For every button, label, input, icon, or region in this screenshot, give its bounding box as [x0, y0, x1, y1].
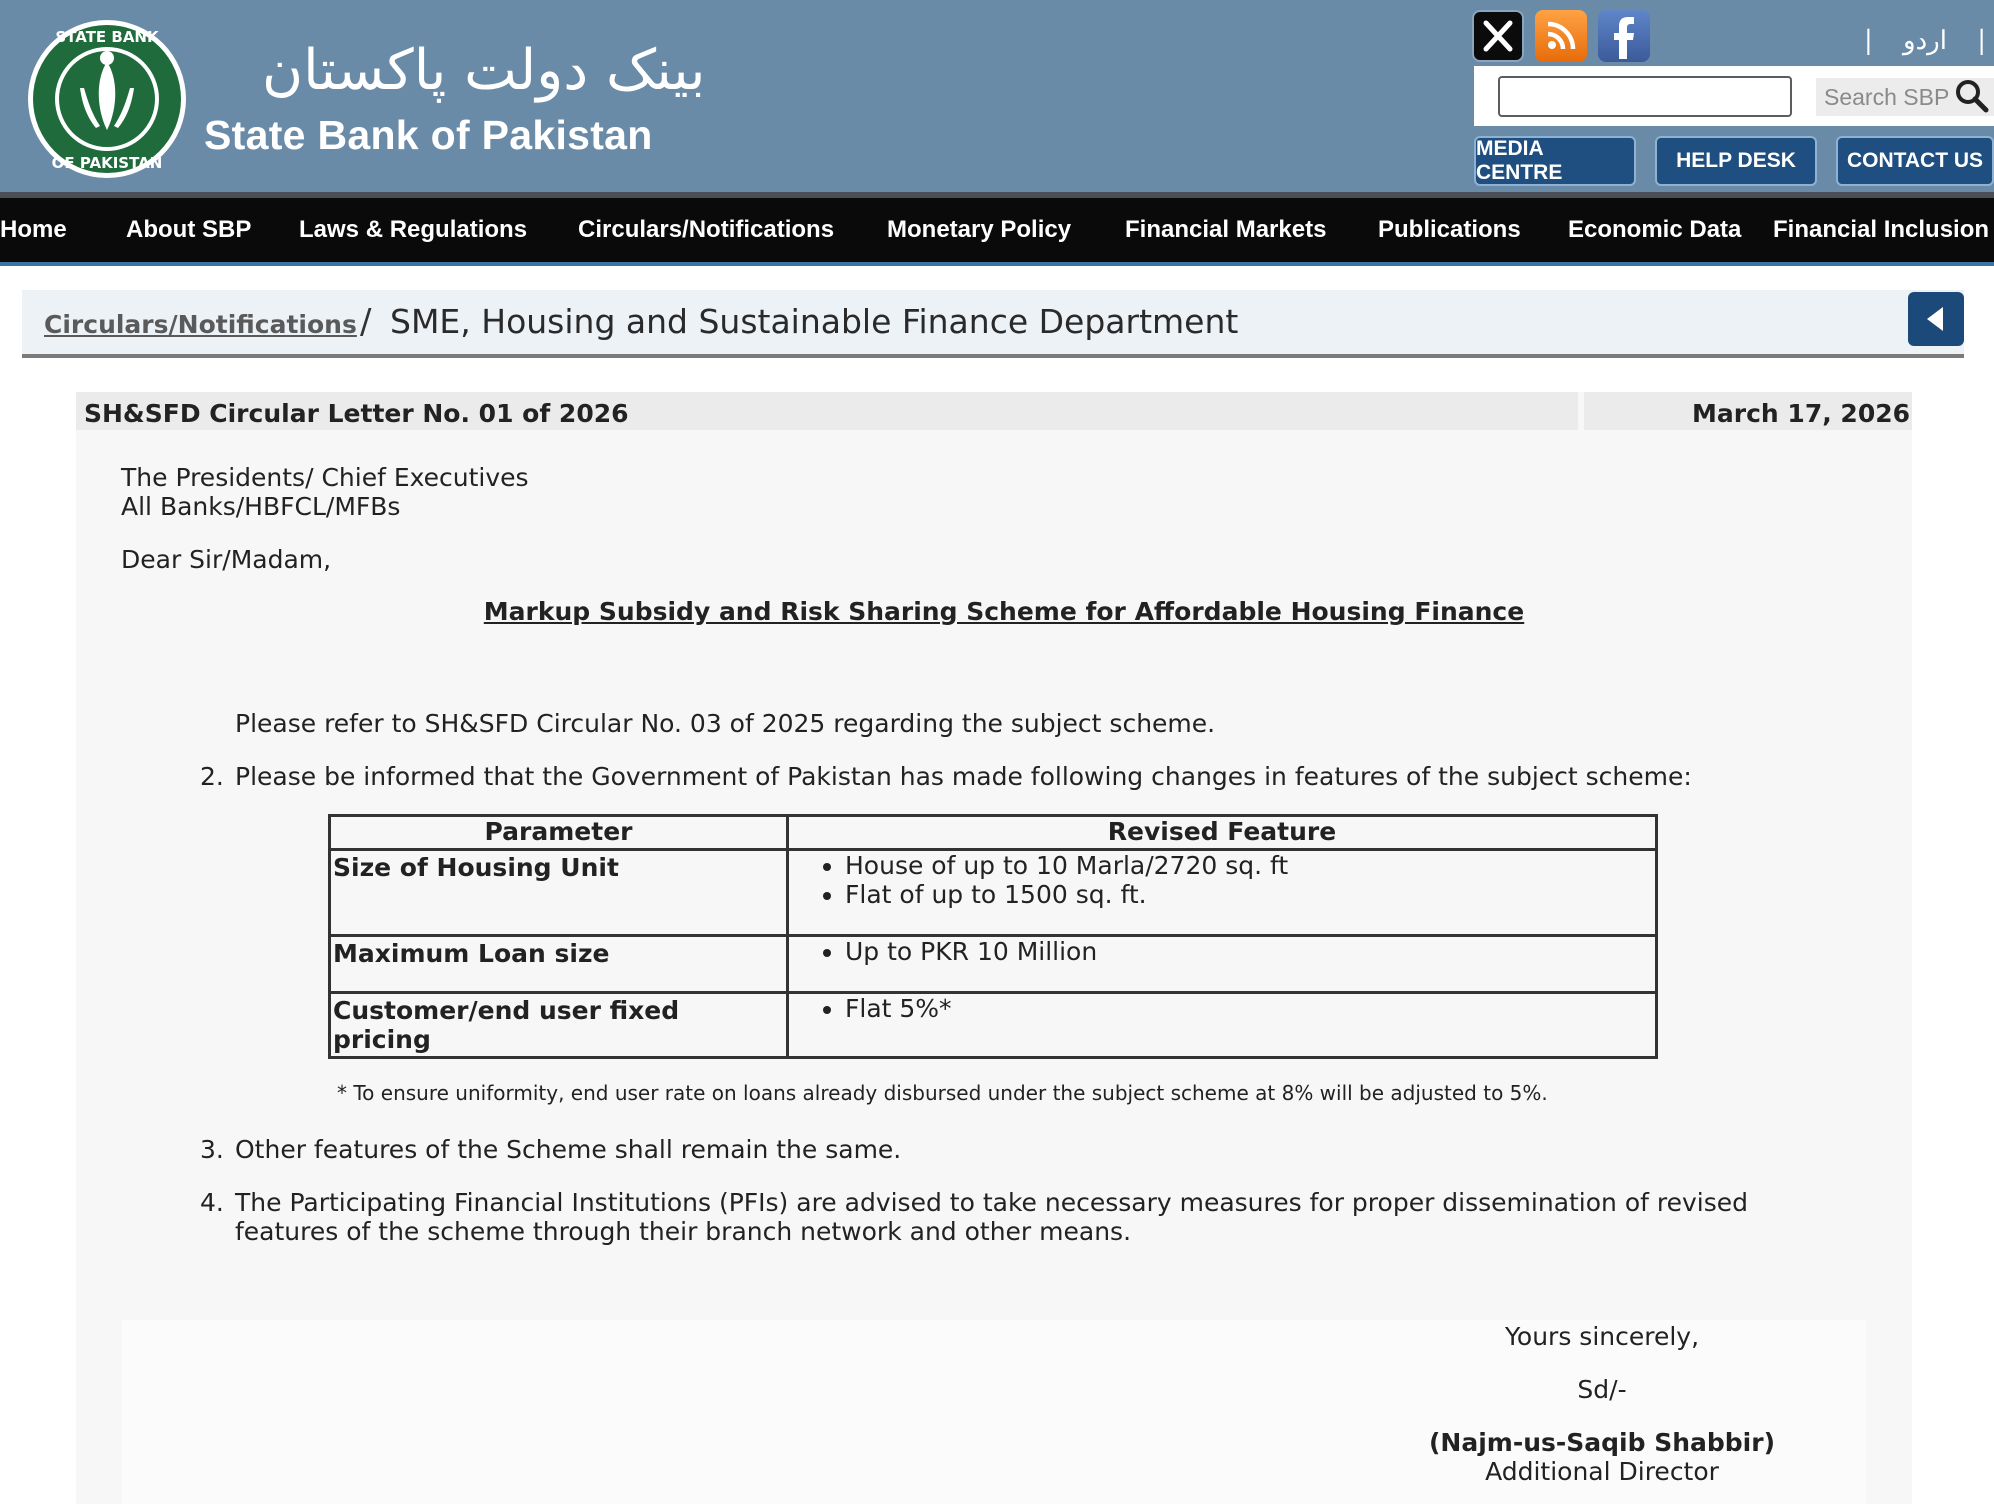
- list-item: • Flat of up to 1500 sq. ft.: [845, 880, 1655, 909]
- back-button[interactable]: [1908, 292, 1964, 346]
- list-item: • House of up to 10 Marla/2720 sq. ft: [845, 851, 1655, 880]
- list-item: • Up to PKR 10 Million: [845, 937, 1655, 966]
- paragraph-4-number: 4.: [200, 1188, 224, 1217]
- urdu-language-link[interactable]: اردو: [1903, 26, 1947, 56]
- table-row: [330, 993, 1657, 1058]
- nav-publications[interactable]: Publications: [1378, 216, 1521, 243]
- breadcrumb: [22, 290, 1964, 358]
- rss-icon[interactable]: [1535, 10, 1587, 62]
- x-icon[interactable]: [1472, 10, 1524, 62]
- addressee-line-1: The Presidents/ Chief Executives: [121, 463, 529, 492]
- table-header-parameter: Parameter: [330, 816, 788, 850]
- signatory-name: (Najm-us-Saqib Shabbir): [1429, 1428, 1775, 1457]
- main-nav: [0, 198, 1994, 266]
- media-centre-button[interactable]: MEDIA CENTRE: [1474, 136, 1636, 186]
- nav-financial-markets[interactable]: Financial Markets: [1125, 216, 1327, 243]
- table-cell-features: [788, 936, 1657, 993]
- subject-heading: [0, 597, 1994, 626]
- search-input[interactable]: [1498, 76, 1792, 117]
- table-cell-parameter: Maximum Loan size: [330, 936, 788, 993]
- paragraph-1: Please refer to SH&SFD Circular No. 03 of 2025 regarding the subject scheme.: [235, 709, 1216, 738]
- list-item: • Flat 5%*: [845, 994, 1655, 1023]
- sbp-logo-icon[interactable]: [26, 18, 188, 180]
- table-cell-features: [788, 993, 1657, 1058]
- nav-financial-inclusion[interactable]: Financial Inclusion: [1773, 216, 1990, 243]
- chevron-left-icon: [1925, 306, 1947, 332]
- nav-circulars-notifications[interactable]: Circulars/Notifications: [578, 216, 835, 243]
- table-cell-parameter: Customer/end user fixed pricing: [330, 993, 788, 1058]
- svg-text:STATE BANK: STATE BANK: [55, 28, 159, 46]
- help-desk-button[interactable]: HELP DESK: [1655, 136, 1817, 186]
- paragraph-2: Please be informed that the Government of Pakistan has made following changes in features of the subject scheme:: [235, 762, 1692, 791]
- urdu-site-title: بینک دولت پاکستان: [262, 38, 706, 103]
- signed-mark: Sd/-: [1577, 1375, 1627, 1404]
- signatory-designation: Additional Director: [1485, 1457, 1719, 1486]
- table-header-revised-feature: Revised Feature: [788, 816, 1657, 850]
- subject-text: Markup Subsidy and Risk Sharing Scheme for Affordable Housing Finance: [483, 597, 1525, 626]
- paragraph-4-line-1: The Participating Financial Institutions (PFIs) are advised to take necessary measures for proper dissemination of revised: [235, 1188, 1749, 1217]
- nav-monetary-policy[interactable]: Monetary Policy: [887, 216, 1072, 243]
- circular-number: SH&SFD Circular Letter No. 01 of 2026: [84, 399, 629, 428]
- paragraph-3: Other features of the Scheme shall remain the same.: [235, 1135, 902, 1164]
- revised-features-table: [328, 814, 1658, 1059]
- table-row: [330, 850, 1657, 936]
- site-title[interactable]: State Bank of Pakistan: [204, 112, 653, 158]
- table-cell-features: [788, 850, 1657, 936]
- paragraph-4-line-2: features of the scheme through their branch network and other means.: [235, 1217, 1132, 1246]
- breadcrumb-separator: /: [360, 302, 372, 342]
- search-label[interactable]: Search SBP: [1816, 78, 1994, 116]
- table-footnote: * To ensure uniformity, end user rate on loans already disbursed under the subject scheme at 8% will be adjusted to 5%.: [337, 1081, 1548, 1105]
- nav-economic-data[interactable]: Economic Data: [1568, 216, 1742, 243]
- paragraph-3-number: 3.: [200, 1135, 224, 1164]
- paragraph-2-number: 2.: [200, 762, 224, 791]
- table-cell-parameter: Size of Housing Unit: [330, 850, 788, 936]
- nav-home[interactable]: Home: [0, 216, 67, 243]
- search-icon[interactable]: [1954, 78, 1990, 114]
- closing: Yours sincerely,: [1504, 1322, 1700, 1351]
- page-title: SME, Housing and Sustainable Finance Department: [390, 302, 1239, 341]
- divider-icon: |: [1864, 26, 1873, 56]
- salutation: Dear Sir/Madam,: [121, 545, 332, 574]
- nav-laws-regulations[interactable]: Laws & Regulations: [299, 216, 528, 243]
- addressee-line-2: All Banks/HBFCL/MFBs: [121, 492, 401, 521]
- svg-text:OF PAKISTAN: OF PAKISTAN: [51, 154, 163, 172]
- circular-date: March 17, 2026: [1692, 399, 1910, 428]
- nav-about-sbp[interactable]: About SBP: [126, 216, 252, 243]
- divider-icon: |: [1977, 26, 1986, 56]
- table-row: [330, 936, 1657, 993]
- language-bar: [1842, 26, 1986, 56]
- contact-us-button[interactable]: CONTACT US: [1836, 136, 1994, 186]
- facebook-icon[interactable]: [1598, 10, 1650, 62]
- breadcrumb-link-circulars[interactable]: Circulars/Notifications: [44, 310, 357, 339]
